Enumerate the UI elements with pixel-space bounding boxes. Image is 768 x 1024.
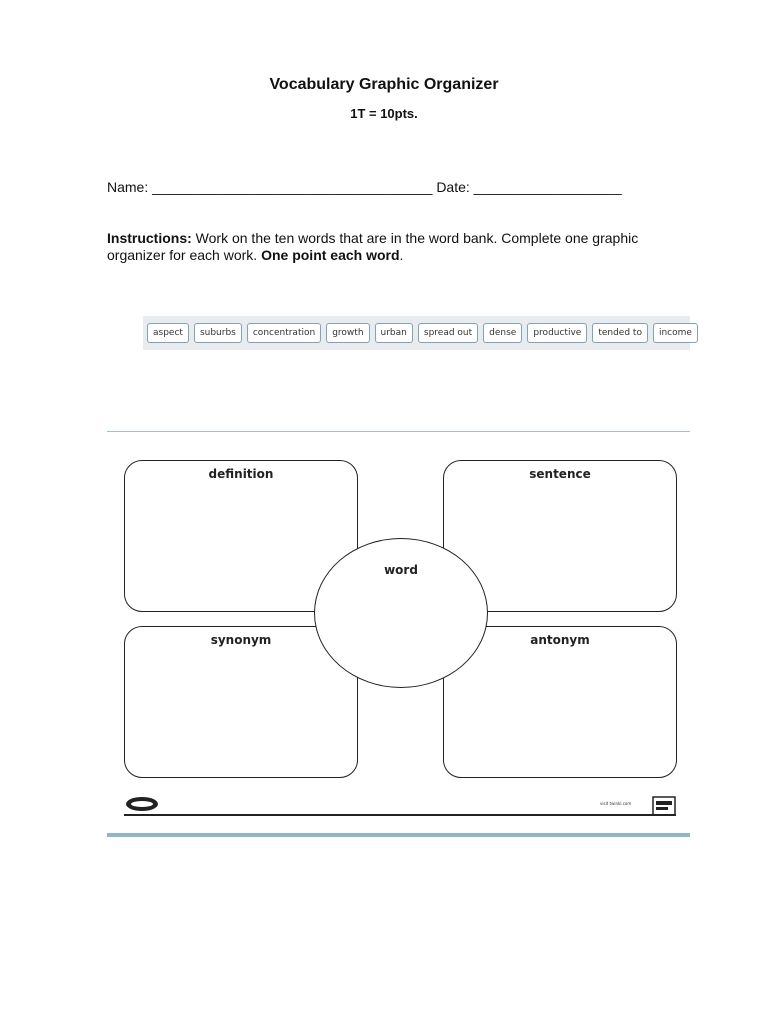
- word-chip: income: [653, 323, 698, 343]
- synonym-label: synonym: [210, 633, 272, 647]
- word-chip: tended to: [592, 323, 648, 343]
- sentence-label: sentence: [529, 467, 591, 481]
- instructions-text: Work on the ten words that are in the word bank. Complete one graphic organizer for each work.: [107, 230, 639, 263]
- word-chip: aspect: [147, 323, 189, 343]
- organizer-footer-line: [124, 814, 676, 816]
- word-chip: urban: [375, 323, 413, 343]
- name-date-line: Name: ____________________________________ Date: ___________________: [107, 179, 622, 195]
- word-circle: [314, 538, 488, 688]
- word-label: word: [384, 563, 418, 577]
- word-chip: suburbs: [194, 323, 242, 343]
- twinkl-badge-icon: [652, 796, 676, 816]
- antonym-label: antonym: [530, 633, 590, 647]
- instructions: [107, 230, 667, 264]
- footer-site-text: visit twinkl.com: [600, 801, 632, 806]
- definition-label: definition: [208, 467, 274, 481]
- page-subtitle: 1T = 10pts.: [350, 106, 418, 121]
- page-title: Vocabulary Graphic Organizer: [269, 76, 499, 93]
- twinkl-logo-icon: [125, 796, 159, 812]
- word-chip: spread out: [418, 323, 478, 343]
- divider-top: [107, 431, 690, 432]
- instructions-end: .: [399, 247, 404, 263]
- divider-bottom: [107, 833, 690, 837]
- word-chip: growth: [326, 323, 369, 343]
- synonym-box: [124, 626, 358, 778]
- word-chip: productive: [527, 323, 587, 343]
- instructions-label: Instructions:: [107, 230, 192, 246]
- word-chip: concentration: [247, 323, 321, 343]
- instructions-emphasis: One point each word: [261, 247, 400, 263]
- antonym-box: [443, 626, 677, 778]
- word-chip: dense: [483, 323, 522, 343]
- word-bank: [143, 316, 690, 350]
